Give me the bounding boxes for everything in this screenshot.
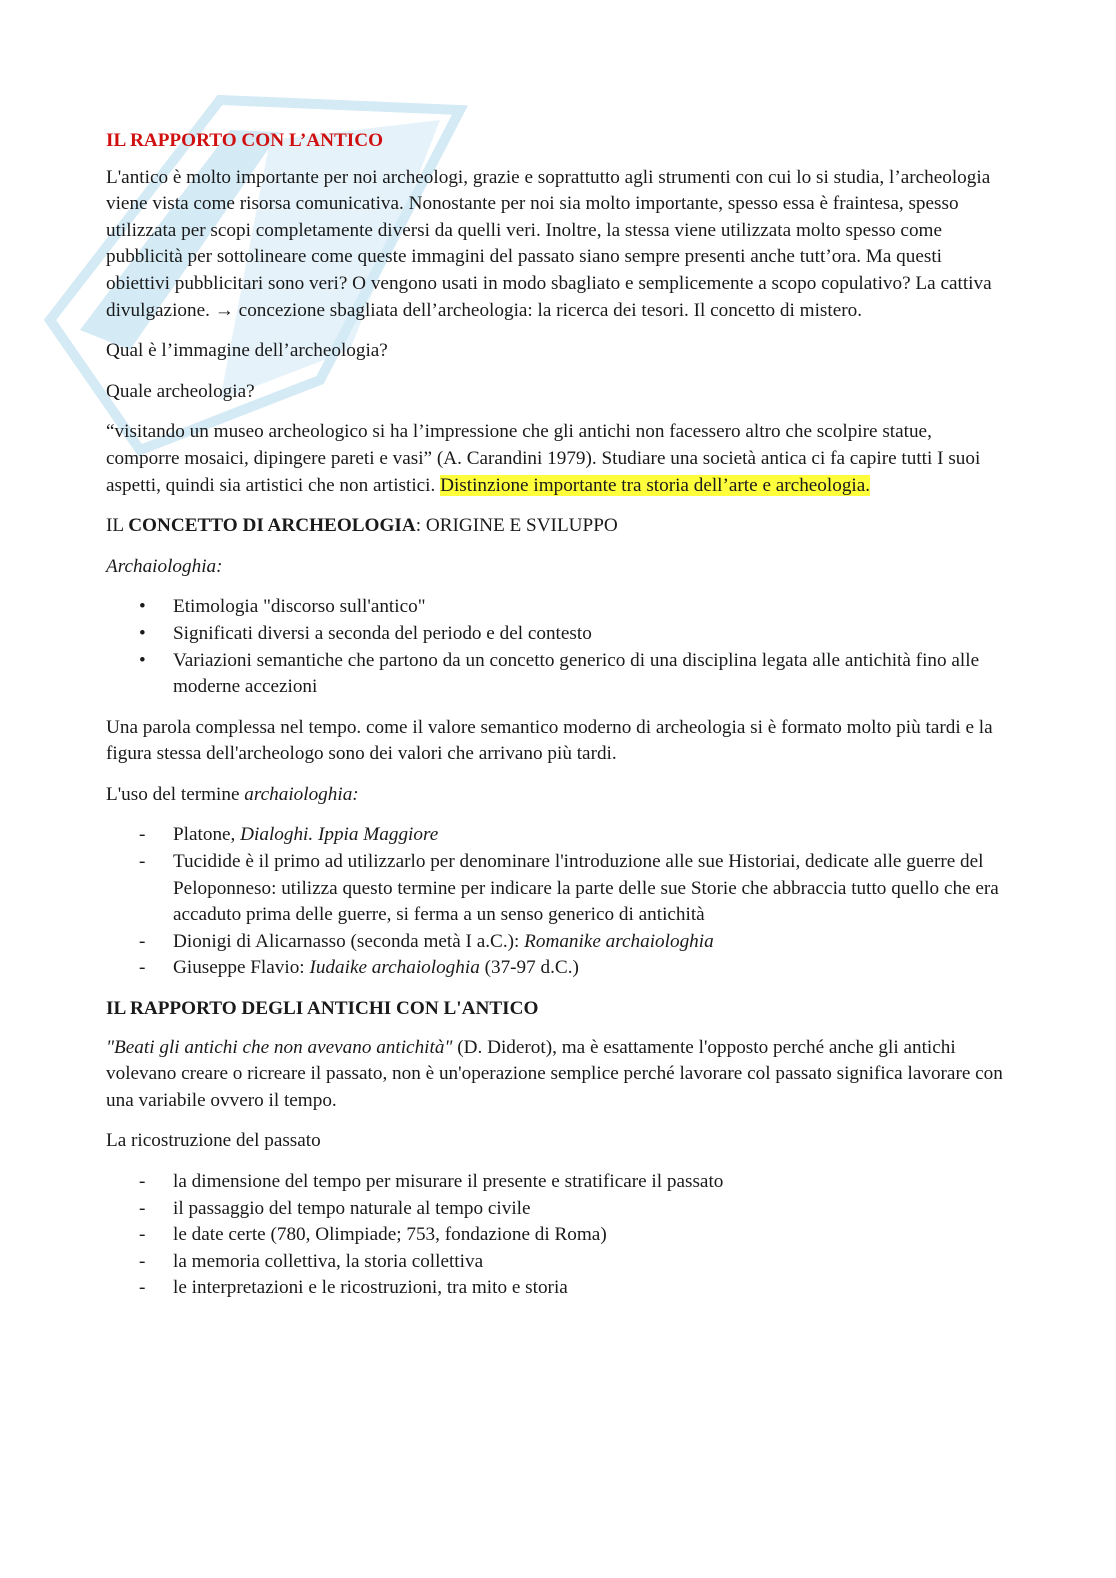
dash-marker: - (139, 851, 146, 873)
section-heading-rapporto-antichi: IL RAPPORTO DEGLI ANTICHI CON L'ANTICO (106, 998, 539, 1020)
dash-marker: - (139, 1250, 146, 1272)
archaiologhia-label: Archaiologhia: (106, 555, 223, 577)
dash-marker: - (139, 1224, 146, 1246)
list-item-italic: Iudaike archaiologhia (309, 957, 480, 979)
dash-marker: - (139, 930, 146, 952)
bullet-marker: • (139, 622, 146, 644)
dash-marker: - (139, 957, 146, 979)
highlighted-text: Distinzione importante tra storia dell’arte e archeologia. (440, 474, 871, 496)
document-page (106, 128, 1006, 1316)
list-item (106, 1169, 1006, 1196)
list-item (106, 1196, 1006, 1223)
list-item-text: le interpretazioni e le ricostruzioni, tra mito e storia (173, 1277, 568, 1299)
list-item-text: Dionigi di Alicarnasso (seconda metà I a.C.): (173, 930, 525, 952)
list-item (106, 1249, 1006, 1276)
list-item-italic: Romanike archaiologhia (524, 930, 714, 952)
list-item-text: Etimologia "discorso sull'antico" (173, 596, 426, 618)
quote-paragraph (106, 419, 1006, 499)
bullet-marker: • (139, 649, 146, 671)
ricostruzione-label: La ricostruzione del passato (106, 1130, 321, 1152)
uso-text: L'uso del termine (106, 783, 245, 805)
list-item (106, 849, 1006, 929)
list-item-italic: Dialoghi. Ippia Maggiore (240, 824, 439, 846)
bullet-marker: • (139, 596, 146, 618)
bullet-list (106, 594, 1006, 700)
section-heading-concetto (106, 513, 1006, 540)
dash-list-ricostruzione (106, 1169, 1006, 1302)
list-item (106, 648, 1006, 701)
diderot-paragraph (106, 1035, 1006, 1115)
list-item-text: la dimensione del tempo per misurare il presente e stratificare il passato (173, 1171, 724, 1192)
list-item-text-after: (37-97 d.C.) (479, 957, 579, 979)
complex-paragraph: Una parola complessa nel tempo. come il valore semantico moderno di archeologia si è formato molto più tardi e la figura stessa dell'archeologo sono dei valori che arrivano più tardi. (106, 716, 993, 765)
question-quale: Quale archeologia? (106, 380, 255, 402)
list-item (106, 594, 1006, 621)
heading-suffix: : ORIGINE E SVILUPPO (415, 515, 618, 537)
list-item (106, 621, 1006, 648)
intro-paragraph: L'antico è molto importante per noi archeologi, grazie e soprattutto agli strumenti con cui lo si studia, l’archeologia viene vista come risorsa comunicativa. Nonostante per noi sia molto importante, spesso essa è fraintesa, spesso utilizzata per scopi completamente diversi da quelli veri. Inoltre, la stessa viene utilizzata molto spesso come pubblicità per sottolineare come queste immagini del passato siano sempre presenti anche tutt’ora. Ma questi obiettivi pubblicitari sono veri? O vengono usati in modo sbagliato e semplicemente a scopo copulativo? La cattiva divulgazione. → concezione sbagliata dell’archeologia: la ricerca dei tesori. Il concetto di mistero. (106, 166, 992, 321)
diderot-quote: "Beati gli antichi che non avevano antichità" (106, 1036, 453, 1058)
list-item-text: Giuseppe Flavio: (173, 957, 310, 979)
page-title: IL RAPPORTO CON L’ANTICO (106, 130, 384, 151)
list-item (106, 929, 1006, 956)
heading-bold: CONCETTO DI ARCHEOLOGIA (128, 515, 416, 537)
list-item-text: Platone, (173, 824, 241, 846)
list-item (106, 1222, 1006, 1249)
heading-prefix: IL (106, 515, 129, 537)
uso-termine (106, 782, 1006, 809)
list-item (106, 955, 1006, 982)
list-item-text: le date certe (780, Olimpiade; 753, fondazione di Roma) (173, 1224, 607, 1246)
quote-text: “visitando un museo archeologico si ha l’impressione che gli antichi non facessero altro che scolpire statue, comporre mosaici, dipingere pareti e vasi” (A. Carandini 1979). Studiare una società antica ci fa capire tutti I suoi aspetti, quindi sia artistici che non artistici. (106, 421, 981, 496)
question-immagine: Qual è l’immagine dell’archeologia? (106, 340, 388, 362)
list-item-text: Significati diversi a seconda del periodo e del contesto (173, 622, 592, 644)
dash-marker: - (139, 1171, 146, 1192)
list-item (106, 1275, 1006, 1302)
list-item-text: la memoria collettiva, la storia collettiva (173, 1250, 484, 1272)
list-item-text: Variazioni semantiche che partono da un concetto generico di una disciplina legata alle antichità fino alle moderne accezioni (173, 649, 980, 698)
dash-marker: - (139, 1197, 146, 1219)
diderot-text: (D. Diderot), ma è esattamente l'opposto perché anche gli antichi volevano creare o ricreare il passato, non è un'operazione semplice perché lavorare col passato significa lavorare con una variabile ovvero il tempo. (106, 1036, 1003, 1111)
uso-italic: archaiologhia: (244, 783, 359, 805)
list-item (106, 822, 1006, 849)
dash-marker: - (139, 1277, 146, 1299)
list-item-text: il passaggio del tempo naturale al tempo civile (173, 1197, 531, 1219)
dash-marker: - (139, 824, 146, 846)
dash-list-archaiologhia (106, 822, 1006, 982)
list-item-text: Tucidide è il primo ad utilizzarlo per denominare l'introduzione alle sue Historiai, dedicate alle guerre del Peloponneso: utilizza questo termine per indicare la parte delle sue Storie che abbraccia tutto quello che era accaduto prima delle guerre, si ferma a un senso generico di antichità (173, 851, 999, 926)
